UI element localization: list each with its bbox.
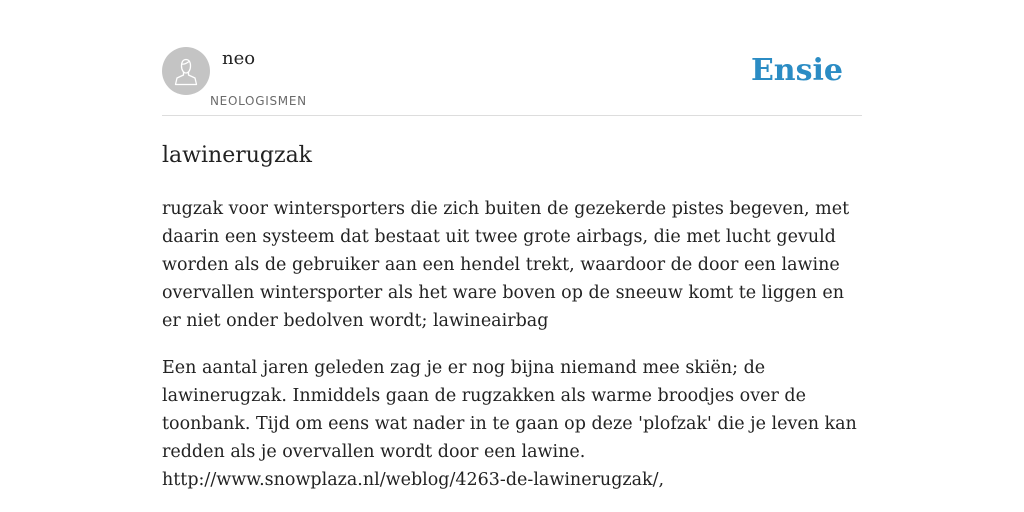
- entry-header: [162, 47, 862, 116]
- example-source: http://www.snowplaza.nl/weblog/4263-de-lawinerugzak/,: [162, 470, 665, 490]
- entry-card: [162, 47, 862, 494]
- example-text: Een aantal jaren geleden zag je er nog bijna niemand mee skiën; de lawinerugzak. Inmiddels gaan de rugzakken als warme broodjes over de toonbank. Tijd om eens wat nader in te gaan op deze 'plofzak' die je leven kan redden als je overvallen wordt door een lawine.: [162, 358, 857, 462]
- brand-logo[interactable]: Ensie: [750, 53, 843, 88]
- entry-title: lawinerugzak: [162, 143, 313, 168]
- author-avatar[interactable]: [162, 47, 210, 95]
- user-icon: [162, 47, 210, 95]
- entry-example: [162, 354, 862, 494]
- author-name-link[interactable]: neo: [222, 48, 256, 69]
- category-link[interactable]: NEOLOGISMEN: [210, 94, 307, 108]
- entry-definition: rugzak voor wintersporters die zich buiten de gezekerde pistes begeven, met daarin een systeem dat bestaat uit twee grote airbags, die met lucht gevuld worden als de gebruiker aan een hendel trekt, waardoor de door een lawine overvallen wintersporter als het ware boven op de sneeuw komt te liggen en er niet onder bedolven wordt; lawineairbag: [162, 199, 850, 331]
